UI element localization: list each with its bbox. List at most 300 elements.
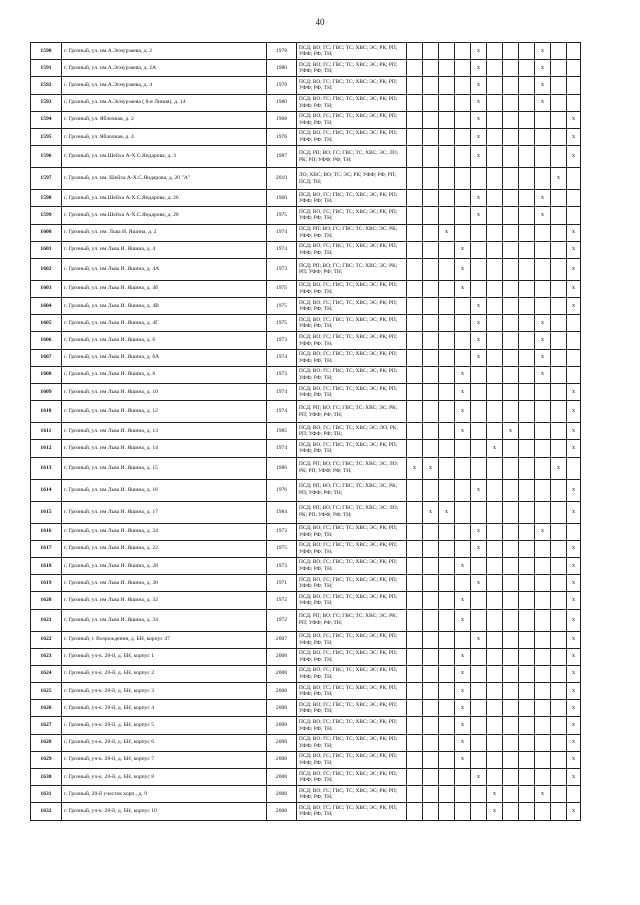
- work-mark-cell: [423, 43, 439, 60]
- work-mark-cell: [439, 423, 455, 440]
- address-cell: г. Грозный, уч-к. 20-й, д. БН, корпус 7: [62, 751, 267, 768]
- work-mark-cell: x: [455, 280, 471, 297]
- work-mark-cell: [407, 94, 423, 111]
- work-mark-cell: [407, 717, 423, 734]
- work-mark-cell: [407, 43, 423, 60]
- year-cell: 1974: [267, 440, 297, 457]
- work-mark-cell: [503, 315, 519, 332]
- work-mark-cell: [535, 751, 551, 768]
- work-mark-cell: x: [535, 366, 551, 383]
- work-mark-cell: [423, 423, 439, 440]
- work-mark-cell: x: [455, 609, 471, 631]
- work-mark-cell: x: [535, 332, 551, 349]
- table-row: [31, 592, 581, 609]
- address-cell: г. Грозный, ул. им.Шейха А-Х.С.Яндарова, д. 28: [62, 207, 267, 224]
- work-mark-cell: [551, 43, 567, 60]
- table-row: [31, 575, 581, 592]
- table-row: [31, 128, 581, 145]
- table-row: [31, 540, 581, 557]
- work-mark-cell: [423, 717, 439, 734]
- work-mark-cell: x: [535, 94, 551, 111]
- work-mark-cell: x: [503, 423, 519, 440]
- work-mark-cell: [519, 146, 535, 168]
- work-mark-cell: [471, 557, 487, 574]
- work-mark-cell: [407, 280, 423, 297]
- work-mark-cell: [519, 43, 535, 60]
- work-mark-cell: [455, 111, 471, 128]
- work-mark-cell: [423, 665, 439, 682]
- services-cell: ПСД; ВО; ГС; ГВС; ТС; ХВС; ЭС; РК; РП; УФФ; РФ; ТН;: [297, 315, 407, 332]
- year-cell: 2008: [267, 751, 297, 768]
- work-mark-cell: [487, 631, 503, 648]
- work-mark-cell: [407, 332, 423, 349]
- work-mark-cell: [455, 457, 471, 479]
- address-cell: г. Грозный, уч-к. 20-й, д. БН, корпус 2: [62, 665, 267, 682]
- work-mark-cell: x: [455, 241, 471, 258]
- work-mark-cell: [503, 665, 519, 682]
- year-cell: 2008: [267, 769, 297, 786]
- work-mark-cell: x: [567, 280, 581, 297]
- work-mark-cell: [407, 540, 423, 557]
- services-cell: ПСД; ВО; ГС; ГВС; ТС; ХВС; ЭС; РК; РП; УФФ; РФ; ТН;: [297, 43, 407, 60]
- work-mark-cell: [551, 146, 567, 168]
- work-mark-cell: x: [567, 540, 581, 557]
- work-mark-cell: [407, 146, 423, 168]
- work-mark-cell: [407, 501, 423, 523]
- year-cell: 1985: [267, 423, 297, 440]
- year-cell: 1978: [267, 43, 297, 60]
- work-mark-cell: [407, 769, 423, 786]
- work-mark-cell: [439, 258, 455, 280]
- services-cell: ПСД; ВО; ГС; ГВС; ТС; ХВС; ЭС; РК; РП; УФФ; РФ; ТН;: [297, 332, 407, 349]
- work-mark-cell: [519, 523, 535, 540]
- work-mark-cell: [551, 540, 567, 557]
- work-mark-cell: [423, 803, 439, 820]
- table-row: [31, 665, 581, 682]
- work-mark-cell: [471, 786, 487, 803]
- services-cell: ПСД; РП; ВО; ГС; ГВС; ТС; ХВС; ЭС; РК; УФФ; РФ; ТН;: [297, 224, 407, 241]
- year-cell: 1971: [267, 575, 297, 592]
- work-mark-cell: x: [471, 60, 487, 77]
- year-cell: 1974: [267, 384, 297, 401]
- work-mark-cell: [487, 207, 503, 224]
- services-cell: ПСД; ВО; ГС; ГВС; ТС; ХВС; ЭС; РК; РП; УФФ; РФ; ТН;: [297, 77, 407, 94]
- row-number: 1609: [31, 384, 62, 401]
- work-mark-cell: [519, 734, 535, 751]
- work-mark-cell: x: [471, 77, 487, 94]
- work-mark-cell: [551, 349, 567, 366]
- address-cell: г. Грозный, ул. им Льва И. Яшина, д. 22: [62, 540, 267, 557]
- work-mark-cell: [439, 111, 455, 128]
- work-mark-cell: [439, 665, 455, 682]
- year-cell: 1975: [267, 540, 297, 557]
- work-mark-cell: [423, 77, 439, 94]
- work-mark-cell: [471, 384, 487, 401]
- table-row: [31, 168, 581, 190]
- work-mark-cell: [407, 128, 423, 145]
- work-mark-cell: [487, 332, 503, 349]
- work-mark-cell: x: [567, 440, 581, 457]
- table-row: [31, 384, 581, 401]
- work-mark-cell: [503, 190, 519, 207]
- work-mark-cell: [487, 609, 503, 631]
- work-mark-cell: [519, 384, 535, 401]
- work-mark-cell: [487, 60, 503, 77]
- work-mark-cell: [439, 332, 455, 349]
- table-row: [31, 332, 581, 349]
- work-mark-cell: [439, 43, 455, 60]
- work-mark-cell: [519, 280, 535, 297]
- work-mark-cell: x: [471, 146, 487, 168]
- work-mark-cell: [423, 401, 439, 423]
- work-mark-cell: [455, 77, 471, 94]
- work-mark-cell: x: [535, 77, 551, 94]
- services-cell: ПСД; ВО; ГС; ГВС; ТС; ХВС; ЭС; РК; РП; УФФ; РФ; ТН;: [297, 111, 407, 128]
- row-number: 1621: [31, 609, 62, 631]
- work-mark-cell: x: [439, 224, 455, 241]
- work-mark-cell: [407, 190, 423, 207]
- work-mark-cell: [519, 648, 535, 665]
- table-row: [31, 224, 581, 241]
- work-mark-cell: [407, 349, 423, 366]
- work-mark-cell: [423, 298, 439, 315]
- work-mark-cell: [503, 258, 519, 280]
- table-row: [31, 786, 581, 803]
- work-mark-cell: [535, 557, 551, 574]
- address-cell: г. Грозный, ул. Яблочная, д. 2: [62, 111, 267, 128]
- year-cell: 2008: [267, 717, 297, 734]
- work-mark-cell: [423, 241, 439, 258]
- row-number: 1624: [31, 665, 62, 682]
- work-mark-cell: x: [471, 540, 487, 557]
- work-mark-cell: [471, 683, 487, 700]
- services-cell: ПСД; ВО; ГС; ГВС; ТС; ХВС; ЭС; РК; РП; УФФ; РФ; ТН;: [297, 523, 407, 540]
- year-cell: 1972: [267, 592, 297, 609]
- work-mark-cell: x: [567, 111, 581, 128]
- work-mark-cell: [407, 168, 423, 190]
- work-mark-cell: x: [551, 168, 567, 190]
- work-mark-cell: [519, 479, 535, 501]
- work-mark-cell: [423, 751, 439, 768]
- address-cell: г. Грозный, ул. им.А.Эсмурзаева, д. 4: [62, 77, 267, 94]
- work-mark-cell: [439, 803, 455, 820]
- work-mark-cell: [423, 540, 439, 557]
- address-cell: г. Грозный, 20-й участок корп., д. 9: [62, 786, 267, 803]
- year-cell: 1972: [267, 609, 297, 631]
- work-mark-cell: [535, 224, 551, 241]
- work-mark-cell: [471, 440, 487, 457]
- address-cell: г. Грозный, г. Возрождения, д. БН, корпус 47: [62, 631, 267, 648]
- row-number: 1611: [31, 423, 62, 440]
- work-mark-cell: [423, 94, 439, 111]
- work-mark-cell: [423, 315, 439, 332]
- work-mark-cell: [439, 298, 455, 315]
- year-cell: 1978: [267, 77, 297, 94]
- services-cell: ПСД; ВО; ГС; ГВС; ТС; ХВС; ЭС; РК; РП; УФФ; РФ; ТН;: [297, 241, 407, 258]
- work-mark-cell: x: [471, 315, 487, 332]
- work-mark-cell: [503, 384, 519, 401]
- services-cell: ПСД; РП; ВО; ГС; ГВС; ТС; ХВС; ЭС; РК; РП; УФФ; РФ; ТН;: [297, 609, 407, 631]
- work-mark-cell: [535, 384, 551, 401]
- work-mark-cell: [487, 94, 503, 111]
- work-mark-cell: [551, 77, 567, 94]
- work-mark-cell: [551, 609, 567, 631]
- work-mark-cell: [439, 769, 455, 786]
- row-number: 1613: [31, 457, 62, 479]
- work-mark-cell: [423, 146, 439, 168]
- work-mark-cell: [519, 769, 535, 786]
- year-cell: 2008: [267, 734, 297, 751]
- work-mark-cell: [471, 717, 487, 734]
- work-mark-cell: [423, 609, 439, 631]
- work-mark-cell: x: [535, 349, 551, 366]
- year-cell: 1974: [267, 241, 297, 258]
- address-cell: г. Грозный, ул. им.Шейха А-Х.С.Яндарова, д. 3: [62, 146, 267, 168]
- row-number: 1594: [31, 111, 62, 128]
- work-mark-cell: [439, 592, 455, 609]
- work-mark-cell: [423, 280, 439, 297]
- work-mark-cell: [519, 717, 535, 734]
- table-row: [31, 501, 581, 523]
- services-cell: ПСД; ВО; ГС; ГВС; ТС; ХВС; ЭС; РК; РП; УФФ; РФ; ТН;: [297, 786, 407, 803]
- work-mark-cell: [519, 111, 535, 128]
- work-mark-cell: [535, 803, 551, 820]
- work-mark-cell: [535, 440, 551, 457]
- work-mark-cell: [551, 241, 567, 258]
- work-mark-cell: [455, 349, 471, 366]
- table-row: [31, 423, 581, 440]
- work-mark-cell: [551, 769, 567, 786]
- address-cell: г. Грозный, ул. им Льва И. Яшина, д. 4А: [62, 258, 267, 280]
- work-mark-cell: [423, 332, 439, 349]
- work-mark-cell: x: [455, 665, 471, 682]
- work-mark-cell: [503, 769, 519, 786]
- work-mark-cell: x: [455, 423, 471, 440]
- work-mark-cell: [519, 540, 535, 557]
- address-cell: г. Грозный, ул. им Льва И. Яшина, д. 6: [62, 332, 267, 349]
- work-mark-cell: [551, 224, 567, 241]
- services-cell: ПСД; ВО; ГС; ГВС; ТС; ХВС; ЭС; РК; РП; УФФ; РФ; ТН;: [297, 190, 407, 207]
- address-cell: г. Грозный, ул. им.А.Эсмурзаева, д. 2: [62, 43, 267, 60]
- work-mark-cell: [487, 241, 503, 258]
- row-number: 1623: [31, 648, 62, 665]
- work-mark-cell: x: [455, 557, 471, 574]
- services-cell: ПСД; ВО; ГС; ГВС; ТС; ХВС; ЭС; РК; РП; УФФ; РФ; ТН;: [297, 769, 407, 786]
- work-mark-cell: [503, 298, 519, 315]
- address-cell: г. Грозный, уч-к. 20-й, д. БН, корпус 5: [62, 717, 267, 734]
- work-mark-cell: [535, 501, 551, 523]
- work-mark-cell: [423, 557, 439, 574]
- work-mark-cell: x: [455, 401, 471, 423]
- work-mark-cell: [535, 648, 551, 665]
- work-mark-cell: [535, 298, 551, 315]
- work-mark-cell: [439, 366, 455, 383]
- work-mark-cell: [487, 751, 503, 768]
- work-mark-cell: x: [471, 349, 487, 366]
- work-mark-cell: [423, 479, 439, 501]
- work-mark-cell: [551, 111, 567, 128]
- work-mark-cell: [455, 298, 471, 315]
- work-mark-cell: x: [567, 751, 581, 768]
- row-number: 1622: [31, 631, 62, 648]
- work-mark-cell: [503, 717, 519, 734]
- work-mark-cell: [503, 575, 519, 592]
- year-cell: 2007: [267, 631, 297, 648]
- work-mark-cell: [455, 523, 471, 540]
- work-mark-cell: [407, 479, 423, 501]
- work-mark-cell: [503, 609, 519, 631]
- table-row: [31, 557, 581, 574]
- work-mark-cell: [535, 401, 551, 423]
- work-mark-cell: x: [567, 734, 581, 751]
- work-mark-cell: [439, 540, 455, 557]
- work-mark-cell: [423, 631, 439, 648]
- table-row: [31, 366, 581, 383]
- work-mark-cell: x: [567, 803, 581, 820]
- work-mark-cell: x: [455, 734, 471, 751]
- work-mark-cell: [471, 751, 487, 768]
- work-mark-cell: [551, 94, 567, 111]
- services-cell: ПСД; ВО; ГС; ГВС; ТС; ХВС; ЭС; РК; РП; УФФ; РФ; ТН;: [297, 700, 407, 717]
- work-mark-cell: [439, 700, 455, 717]
- work-mark-cell: [551, 423, 567, 440]
- work-mark-cell: [535, 479, 551, 501]
- work-mark-cell: [503, 94, 519, 111]
- work-mark-cell: x: [471, 43, 487, 60]
- work-mark-cell: [551, 803, 567, 820]
- work-mark-cell: [407, 258, 423, 280]
- work-mark-cell: [551, 523, 567, 540]
- services-cell: ПСД; РП; ВО; ГС; ГВС; ТС; ХВС; ЭС; ЛО; РК; РП; УФФ; РФ; ТН;: [297, 501, 407, 523]
- work-mark-cell: [551, 60, 567, 77]
- work-mark-cell: [551, 298, 567, 315]
- year-cell: 2019: [267, 168, 297, 190]
- work-mark-cell: [519, 60, 535, 77]
- work-mark-cell: [519, 315, 535, 332]
- row-number: 1631: [31, 786, 62, 803]
- work-mark-cell: [439, 384, 455, 401]
- services-cell: ПСД; ВО; ГС; ГВС; ТС; ХВС; ЭС; РК; РП; УФФ; РФ; ТН;: [297, 631, 407, 648]
- services-cell: ПСД; РП; ВО; ГС; ГВС; ТС; ХВС; ЭС; ЛО; РК; РП; УФФ; РФ; ТН;: [297, 457, 407, 479]
- work-mark-cell: [487, 168, 503, 190]
- table-row: [31, 111, 581, 128]
- address-cell: г. Грозный, ул. им. Шейха А-Х.С.Яндарова, д. 20 "А": [62, 168, 267, 190]
- table-row: [31, 207, 581, 224]
- year-cell: 1976: [267, 128, 297, 145]
- work-mark-cell: [439, 168, 455, 190]
- services-cell: ПСД; ВО; ГС; ГВС; ТС; ХВС; ЭС; РК; РП; УФФ; РФ; ТН;: [297, 60, 407, 77]
- work-mark-cell: [503, 786, 519, 803]
- address-cell: г. Грозный, уч-к. 20-й, д. БН, корпус 8: [62, 769, 267, 786]
- row-number: 1603: [31, 280, 62, 297]
- services-cell: ПСД; ВО; ГС; ГВС; ТС; ХВС; ЭС; РК; РП; УФФ; РФ; ТН;: [297, 366, 407, 383]
- work-mark-cell: [503, 440, 519, 457]
- year-cell: 1968: [267, 111, 297, 128]
- row-number: 1620: [31, 592, 62, 609]
- work-mark-cell: x: [567, 700, 581, 717]
- services-cell: ПСД; ВО; ГС; ГВС; ТС; ХВС; ЭС; РК; РП; УФФ; РФ; ТН;: [297, 128, 407, 145]
- work-mark-cell: [519, 501, 535, 523]
- table-row: [31, 769, 581, 786]
- work-mark-cell: [439, 190, 455, 207]
- work-mark-cell: [439, 94, 455, 111]
- table-row: [31, 609, 581, 631]
- work-mark-cell: [503, 128, 519, 145]
- work-mark-cell: [423, 440, 439, 457]
- work-mark-cell: [439, 575, 455, 592]
- row-number: 1629: [31, 751, 62, 768]
- work-mark-cell: x: [567, 224, 581, 241]
- work-mark-cell: [503, 43, 519, 60]
- work-mark-cell: x: [471, 94, 487, 111]
- work-mark-cell: [455, 540, 471, 557]
- work-mark-cell: x: [567, 557, 581, 574]
- row-number: 1626: [31, 700, 62, 717]
- row-number: 1617: [31, 540, 62, 557]
- work-mark-cell: [519, 700, 535, 717]
- work-mark-cell: [439, 631, 455, 648]
- work-mark-cell: [567, 207, 581, 224]
- services-cell: ПСД; РП; ВО; ГС; ГВС; ТС; ХВС; ЭС; ЛО; РК; РП; УФФ; РФ; ТН;: [297, 146, 407, 168]
- work-mark-cell: [503, 457, 519, 479]
- address-cell: г. Грозный, уч-к. 20-й, д. БН, корпус 4: [62, 700, 267, 717]
- work-mark-cell: [423, 523, 439, 540]
- work-mark-cell: [439, 786, 455, 803]
- work-mark-cell: x: [487, 803, 503, 820]
- work-mark-cell: x: [423, 501, 439, 523]
- year-cell: 1973: [267, 366, 297, 383]
- work-mark-cell: [423, 168, 439, 190]
- address-cell: г. Грозный, ул. им Льва И. Яшина, д. 30: [62, 575, 267, 592]
- work-mark-cell: [439, 523, 455, 540]
- row-number: 1597: [31, 168, 62, 190]
- row-number: 1627: [31, 717, 62, 734]
- work-mark-cell: [439, 280, 455, 297]
- work-mark-cell: [455, 631, 471, 648]
- work-mark-cell: x: [455, 700, 471, 717]
- year-cell: 1987: [267, 146, 297, 168]
- work-mark-cell: [551, 648, 567, 665]
- work-mark-cell: [487, 77, 503, 94]
- services-cell: ПСД; ВО; ГС; ГВС; ТС; ХВС; ЭС; РК; РП; УФФ; РФ; ТН;: [297, 751, 407, 768]
- work-mark-cell: x: [567, 575, 581, 592]
- work-mark-cell: [567, 366, 581, 383]
- work-mark-cell: [487, 665, 503, 682]
- work-mark-cell: [487, 540, 503, 557]
- row-number: 1595: [31, 128, 62, 145]
- work-mark-cell: [567, 332, 581, 349]
- table-row: [31, 440, 581, 457]
- work-mark-cell: [503, 224, 519, 241]
- work-mark-cell: [519, 224, 535, 241]
- work-mark-cell: [455, 479, 471, 501]
- work-mark-cell: [551, 631, 567, 648]
- work-mark-cell: [439, 457, 455, 479]
- work-mark-cell: [423, 734, 439, 751]
- work-mark-cell: [407, 60, 423, 77]
- work-mark-cell: [551, 575, 567, 592]
- work-mark-cell: [487, 258, 503, 280]
- work-mark-cell: [455, 224, 471, 241]
- work-mark-cell: x: [471, 207, 487, 224]
- work-mark-cell: [455, 315, 471, 332]
- work-mark-cell: [439, 751, 455, 768]
- table-row: [31, 803, 581, 820]
- row-number: 1607: [31, 349, 62, 366]
- work-mark-cell: [519, 592, 535, 609]
- services-cell: ЛО; ХВС; ВО; ТС; ЭС; РК; УФФ; РФ; РП; ПСД; ТН;: [297, 168, 407, 190]
- work-mark-cell: [423, 575, 439, 592]
